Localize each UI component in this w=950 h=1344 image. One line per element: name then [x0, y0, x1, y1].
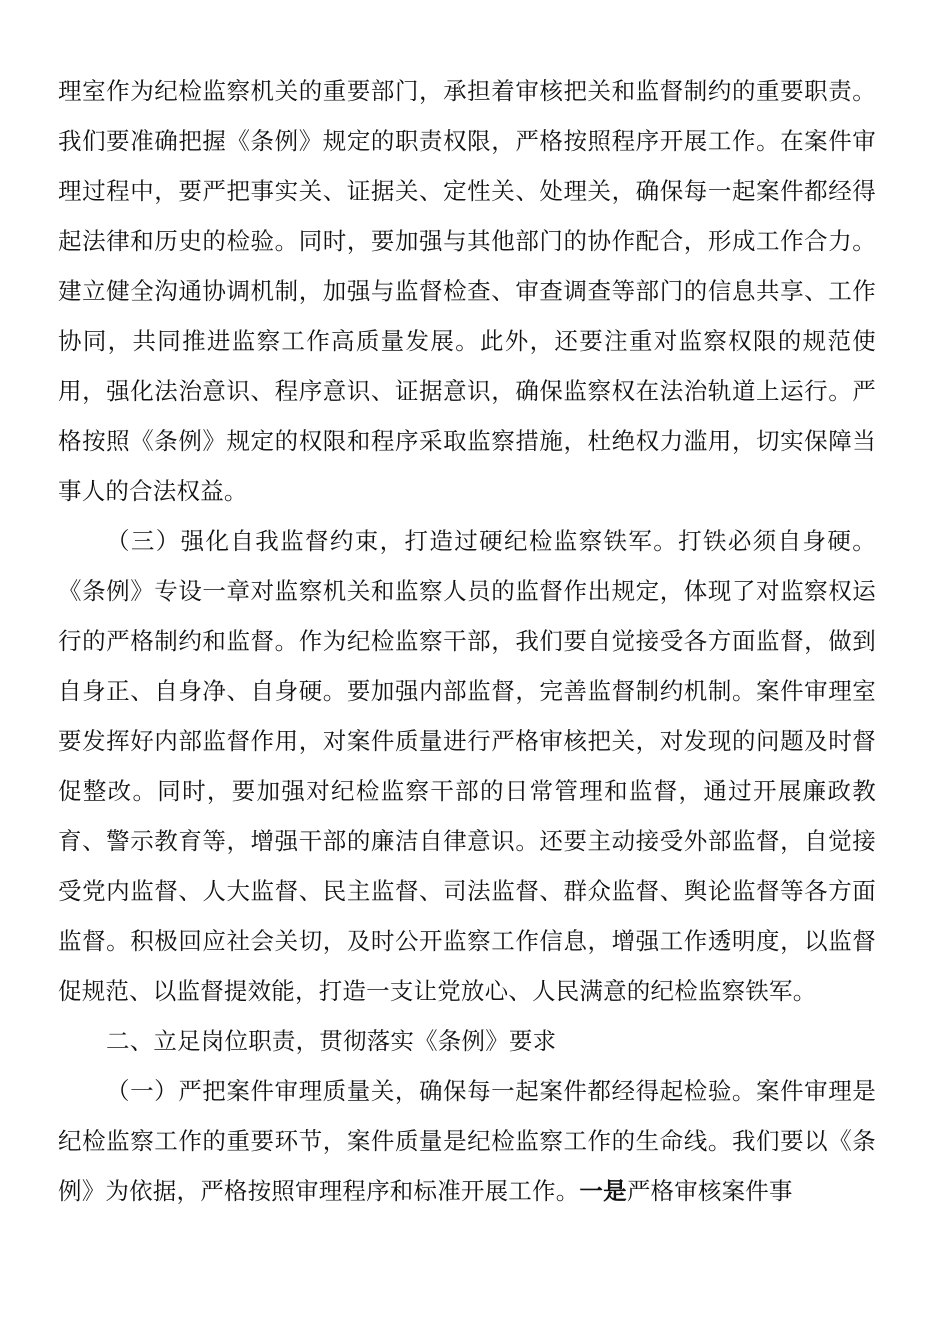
- paragraph-3: [58, 1066, 876, 1216]
- paragraph-3-tail: 严格审核案件事: [626, 1177, 793, 1205]
- section-heading: 二、立足岗位职责，贯彻落实《条例》要求: [106, 1027, 557, 1055]
- document-page: [58, 66, 876, 1216]
- paragraph-3-bold-marker: 一是: [579, 1177, 627, 1205]
- paragraph-2: （三）强化自我监督约束，打造过硬纪检监察铁军。打铁必须自身硬。《条例》专设一章对监察机关和监察人员的监督作出规定，体现了对监察权运行的严格制约和监督。作为纪检监察干部，我们要自觉接受各方面监督，做到自身正、自身净、自身硬。要加强内部监督，完善监督制约机制。案件审理室要发挥好内部监督作用，对案件质量进行严格审核把关，对发现的问题及时督促整改。同时，要加强对纪检监察干部的日常管理和监督，通过开展廉政教育、警示教育等，增强干部的廉洁自律意识。还要主动接受外部监督，自觉接受党内监督、人大监督、民主监督、司法监督、群众监督、舆论监督等各方面监督。积极回应社会关切，及时公开监察工作信息，增强工作透明度，以监督促规范、以监督提效能，打造一支让党放心、人民满意的纪检监察铁军。: [58, 527, 876, 1005]
- paragraph-3-text: （一）严把案件审理质量关，确保每一起案件都经得起检验。案件审理是纪检监察工作的重要环节，案件质量是纪检监察工作的生命线。我们要以《条例》为依据，严格按照审理程序和标准开展工作。: [58, 1077, 876, 1205]
- paragraph-1: 理室作为纪检监察机关的重要部门，承担着审核把关和监督制约的重要职责。我们要准确把握《条例》规定的职责权限，严格按照程序开展工作。在案件审理过程中，要严把事实关、证据关、定性关、处理关，确保每一起案件都经得起法律和历史的检验。同时，要加强与其他部门的协作配合，形成工作合力。建立健全沟通协调机制，加强与监督检查、审查调查等部门的信息共享、工作协同，共同推进监察工作高质量发展。此外，还要注重对监察权限的规范使用，强化法治意识、程序意识、证据意识，确保监察权在法治轨道上运行。严格按照《条例》规定的权限和程序采取监察措施，杜绝权力滥用，切实保障当事人的合法权益。: [58, 77, 876, 505]
